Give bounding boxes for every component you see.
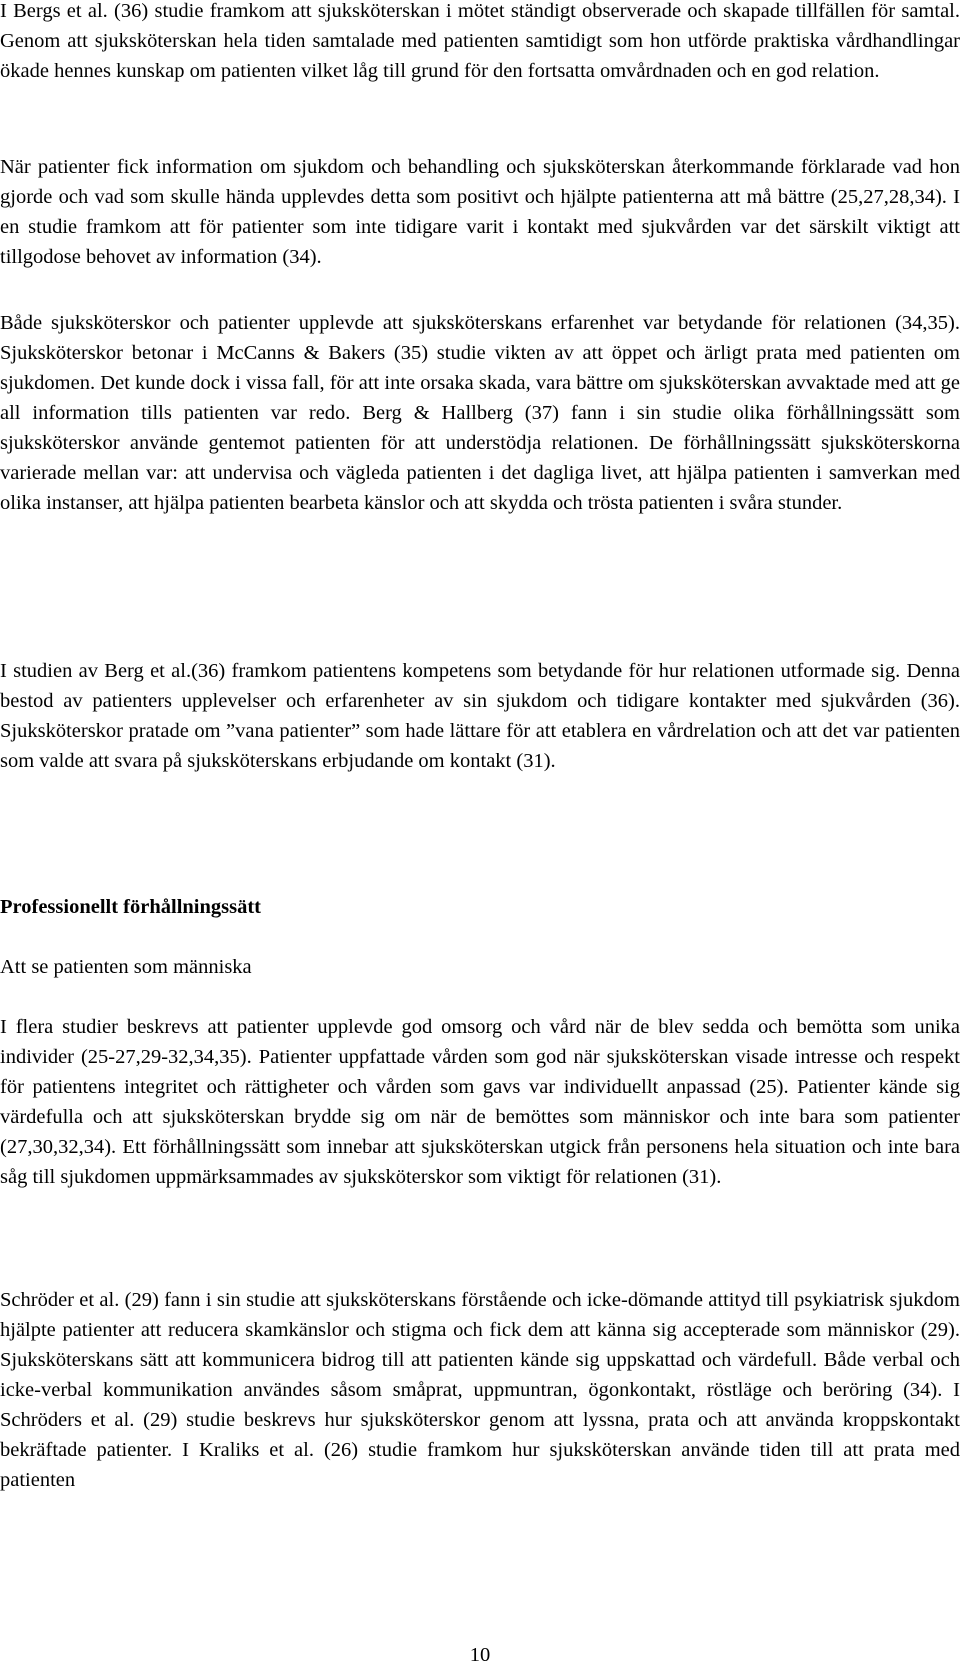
- paragraph-seen-as-individuals: I flera studier beskrevs att patienter upplevde god omsorg och vård när de blev sedda och bemötta som unika individer (25-27,29-32,34,35). Patienter uppfattade vården som god när sjuksköterskan visade intresse och respekt för patientens integritet och rättigheter och vården som gavs var individuellt anpassad (25). Patienter kände sig värdefulla och att sjuksköterskan brydde sig om när de bemöttes som människor och inte bara som patienter (27,30,32,34). Ett förhållningssätt som innebar att sjuksköterskan utgick från personens hela situation och inte bara såg till sjukdomen uppmärksammades av sjuksköterskor som viktigt för relationen (31).: [0, 1016, 960, 1188]
- paragraph-schroder-study: Schröder et al. (29) fann i sin studie att sjuksköterskans förstående och icke-dömande attityd till psykiatrisk sjukdom hjälpte patienter att reducera skamkänslor och stigma och fick dem att känna sig accepterade som människor (29). Sjuksköterskans sätt att kommunicera bidrog till att patienten kände sig uppskattad och värdefull. Både verbal och icke-verbal kommunikation användes såsom småprat, uppmuntran, ögonkontakt, röstläge och beröring (34). I Schröders et al. (29) studie beskrevs hur sjuksköterskor genom att lyssna, prata och att använda kroppskontakt bekräftade patienter. I Kraliks et al. (26) studie framkom hur sjuksköterskan använde tiden till att prata med patienten: [0, 1289, 960, 1491]
- paragraph-patient-competence: I studien av Berg et al.(36) framkom patientens kompetens som betydande för hur relationen utformade sig. Denna bestod av patienters upplevelser och erfarenheter av sin sjukdom och tidigare kontakter med sjukvården (36). Sjuksköterskor pratade om ”vana patienter” som hade lättare för att etablera en vårdrelation och att det var patienten som valde att svara på sjuksköterskans erbjudande om kontakt (31).: [0, 660, 960, 772]
- section-heading: Professionellt förhållningssätt: [0, 896, 261, 918]
- page-number: 10: [469, 1644, 491, 1666]
- paragraph-berg-observation: I Bergs et al. (36) studie framkom att sjuksköterskan i mötet ständigt observerade och skapade tillfällen för samtal. Genom att sjuksköterskan hela tiden samtalade med patienten samtidigt som hon utförde praktiska vårdhandlingar ökade hennes kunskap om patienten vilket låg till grund för den fortsatta omvårdnaden och en god relation.: [0, 0, 960, 82]
- paragraph-experience: Både sjuksköterskor och patienter upplevde att sjuksköterskans erfarenhet var betydande för relationen (34,35). Sjuksköterskor betonar i McCanns & Bakers (35) studie vikten av att öppet och ärligt prata med patienten om sjukdomen. Det kunde dock i vissa fall, för att inte orsaka skada, vara bättre om sjuksköterskan avvaktade med att ge all information tills patienten var redo. Berg & Hallberg (37) fann i sin studie olika förhållningssätt som sjuksköterskor använde gentemot patienten för att understödja relationen. De förhållningssätt sjuksköterskorna varierade mellan var: att undervisa och vägleda patienten i det dagliga livet, att hjälpa patienten i samverkan med olika instanser, att hjälpa patienten bearbeta känslor och att skydda och trösta patienten i svåra stunder.: [0, 312, 960, 514]
- paragraph-information: När patienter fick information om sjukdom och behandling och sjuksköterskan återkommande förklarade vad hon gjorde och vad som skulle hända upplevdes detta som positivt och hjälpte patienterna att må bättre (25,27,28,34). I en studie framkom att för patienter som inte tidigare varit i kontakt med sjukvården var det särskilt viktigt att tillgodose behovet av information (34).: [0, 156, 960, 268]
- subsection-heading: Att se patienten som människa: [0, 956, 252, 978]
